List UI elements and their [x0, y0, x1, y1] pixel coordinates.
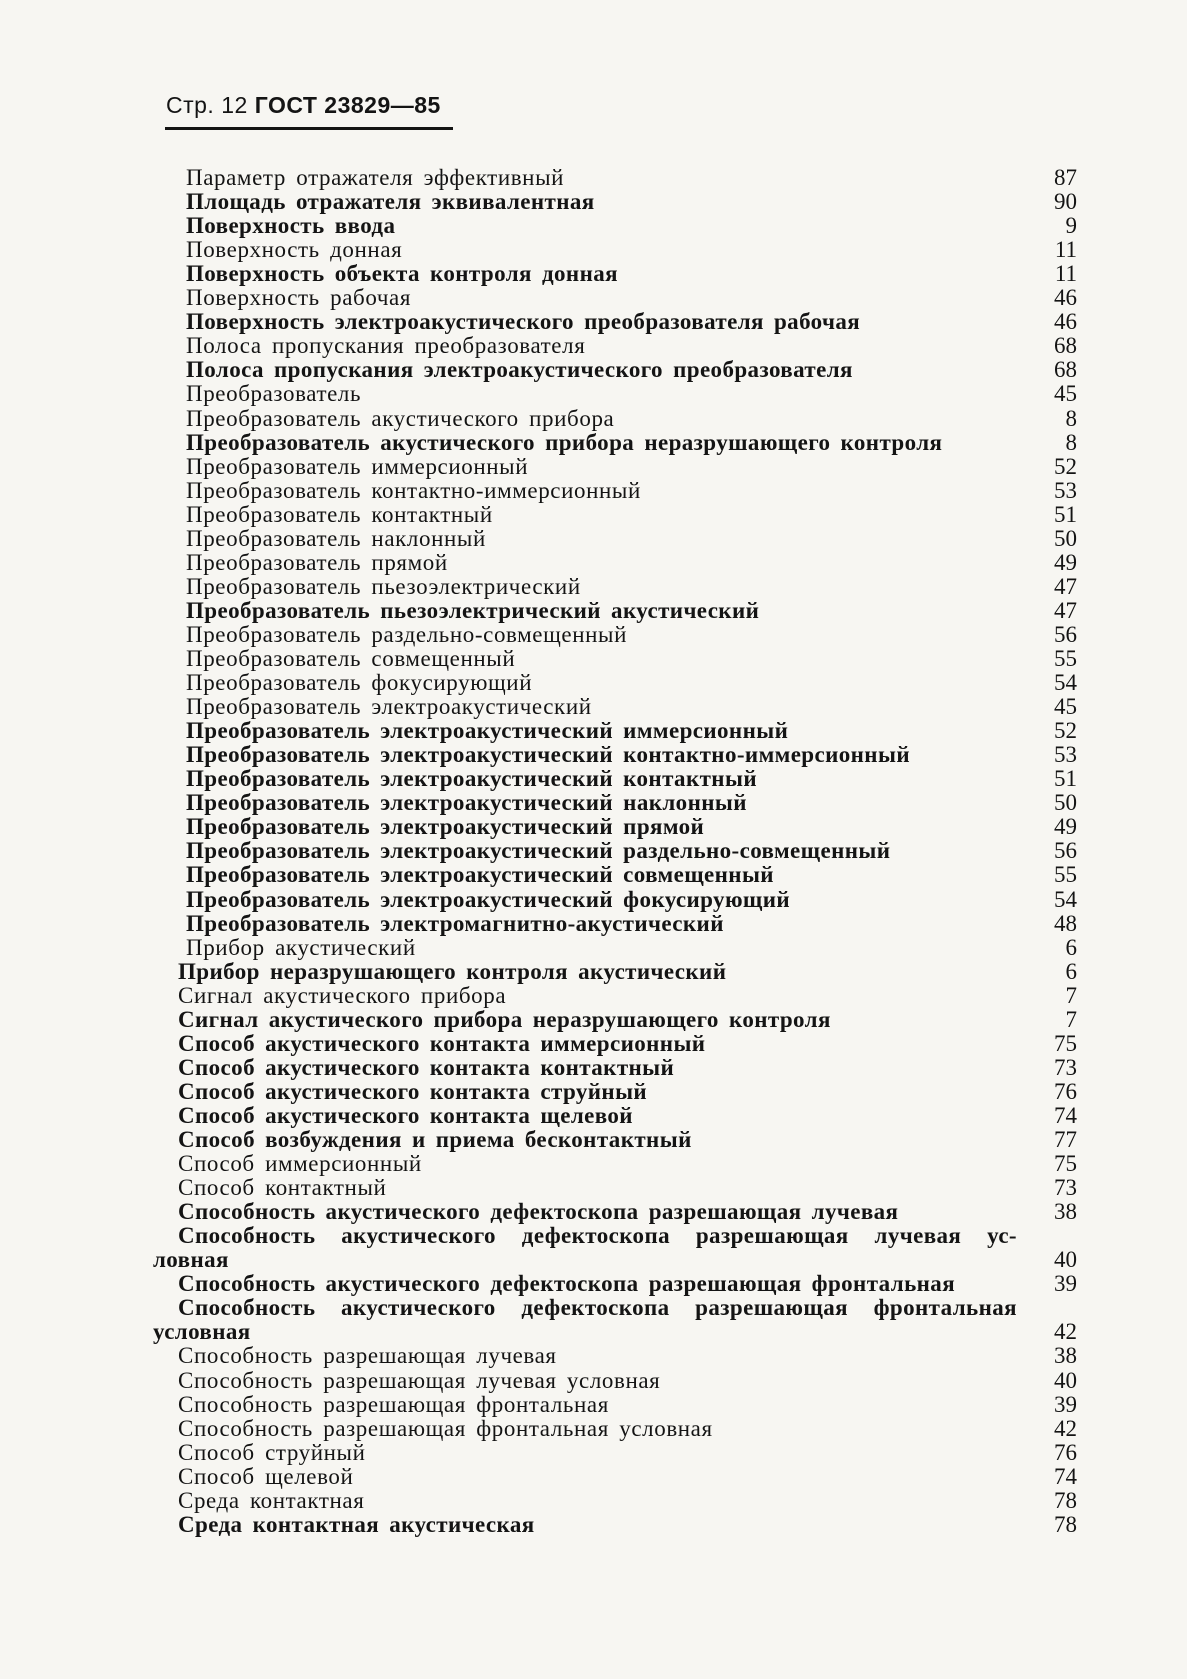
index-term: Преобразователь акустического прибора	[186, 405, 615, 431]
index-page-number: 54	[1054, 670, 1077, 696]
index-term: Преобразователь контактно-иммерсионный	[186, 477, 641, 503]
index-term: Способ акустического контакта иммерсионный	[178, 1030, 706, 1056]
index-term: Преобразователь иммерсионный	[186, 453, 529, 479]
index-term: Преобразователь пьезоэлектрический акустический	[186, 597, 760, 623]
index-term-word: Способность	[178, 1223, 316, 1249]
index-page-number: 74	[1054, 1102, 1077, 1128]
index-page-number: 75	[1054, 1151, 1077, 1177]
index-page-number: 47	[1054, 597, 1077, 623]
index-term: Преобразователь раздельно-совмещенный	[186, 621, 627, 647]
index-page-number: 46	[1054, 285, 1077, 311]
index-page-number: 73	[1054, 1175, 1077, 1201]
index-term: Преобразователь электроакустический фокусирующий	[186, 886, 791, 912]
index-page-number: 53	[1054, 742, 1077, 768]
index-page-number: 42	[1054, 1415, 1077, 1441]
index-term-word: ус-	[987, 1223, 1017, 1249]
index-page-number: 51	[1054, 501, 1077, 527]
index-page-number: 50	[1054, 525, 1077, 551]
index-term-word: фронтальная	[873, 1295, 1017, 1321]
index-page-number: 55	[1054, 646, 1077, 671]
index-page-number: 90	[1054, 189, 1077, 215]
index-term: Способ иммерсионный	[178, 1151, 422, 1177]
index-term: Прибор неразрушающего контроля акустический	[178, 958, 727, 984]
index-page-number: 56	[1054, 621, 1077, 647]
index-term: Преобразователь электроакустический контактно-иммерсионный	[186, 742, 910, 768]
index-term: Способ акустического контакта щелевой	[178, 1102, 633, 1128]
index-page-number: 55	[1054, 862, 1077, 888]
index-term: Преобразователь фокусирующий	[186, 670, 533, 696]
index-page-number: 8	[1065, 405, 1077, 431]
index-term-word: дефектоскопа	[521, 1295, 670, 1321]
index-term: Параметр отражателя эффективный	[186, 165, 565, 190]
index-term: Преобразователь электроакустический раздельно-совмещенный	[186, 838, 891, 864]
index-term: Среда контактная	[178, 1487, 365, 1513]
index-page-number: 52	[1054, 718, 1077, 744]
index-page-number: 76	[1054, 1439, 1077, 1465]
index-page-number: 46	[1054, 309, 1077, 335]
index-term: Преобразователь электроакустический совмещенный	[186, 862, 774, 888]
index-term: Преобразователь электромагнитно-акустический	[186, 910, 724, 936]
index-term: Среда контактная акустическая	[178, 1511, 535, 1537]
index-page-number: 73	[1054, 1054, 1077, 1080]
index-term-word: разрешающая	[695, 1295, 848, 1321]
index-page-number: 54	[1054, 886, 1077, 912]
index-page-number: 40	[1054, 1247, 1077, 1273]
index-page-number: 74	[1054, 1463, 1077, 1489]
index-term: Поверхность объекта контроля донная	[186, 261, 618, 287]
index-term: Способ струйный	[178, 1439, 366, 1465]
index-term: Преобразователь контактный	[186, 501, 493, 527]
index-term: Преобразователь совмещенный	[186, 646, 516, 671]
index-term: Способность разрешающая фронтальная	[178, 1391, 609, 1417]
index-term: Преобразователь электроакустический наклонный	[186, 790, 747, 816]
index-page-number: 77	[1054, 1127, 1077, 1152]
index-page-number: 78	[1054, 1487, 1077, 1513]
index-term: Преобразователь акустического прибора неразрушающего контроля	[186, 429, 943, 455]
index-term-word: акустического	[341, 1295, 496, 1321]
index-term: Преобразователь прямой	[186, 549, 448, 575]
index-term: Поверхность электроакустического преобразователя рабочая	[186, 309, 861, 335]
index-page-number: 38	[1054, 1199, 1077, 1225]
standard-code: ГОСТ 23829—85	[254, 92, 441, 118]
index-term: Способность разрешающая фронтальная условная	[178, 1415, 713, 1441]
index-term: Способ контактный	[178, 1175, 387, 1201]
index-term: Преобразователь электроакустический прямой	[186, 814, 705, 840]
index-page-number: 50	[1054, 790, 1077, 816]
index-page-number: 68	[1054, 357, 1077, 383]
index-page-number: 40	[1054, 1367, 1077, 1393]
index-term: Полоса пропускания электроакустического преобразователя	[186, 357, 853, 383]
index-term: Способ акустического контакта струйный	[178, 1078, 648, 1104]
index-term: Способность разрешающая лучевая	[178, 1343, 557, 1369]
index-term: Прибор акустический	[186, 934, 416, 960]
index-page-number: 78	[1054, 1511, 1077, 1537]
index-term: Способ возбуждения и приема бесконтактный	[178, 1127, 692, 1152]
index-page-number: 53	[1054, 477, 1077, 503]
index-page-number: 68	[1054, 333, 1077, 359]
index-page-number: 51	[1054, 766, 1077, 792]
index-term: Полоса пропускания преобразователя	[186, 333, 586, 359]
index-term: Преобразователь	[186, 381, 362, 407]
index-page-number: 11	[1054, 237, 1077, 263]
index-page-number: 49	[1054, 814, 1077, 840]
index-term: Способ щелевой	[178, 1463, 354, 1489]
index-page-number: 6	[1065, 958, 1077, 984]
index-page-number: 42	[1054, 1319, 1077, 1345]
index-term: Способность акустического дефектоскопа разрешающая лучевая	[178, 1199, 899, 1225]
index-page-number: 7	[1065, 1006, 1077, 1032]
index-page-number: 87	[1054, 165, 1077, 190]
index-term-line1	[178, 1224, 1017, 1248]
index-page-number: 7	[1065, 982, 1077, 1008]
index-term: Способность акустического дефектоскопа разрешающая фронтальная	[178, 1271, 956, 1297]
index-term: Преобразователь электроакустический иммерсионный	[186, 718, 789, 744]
index-term: Поверхность рабочая	[186, 285, 411, 311]
index-page-number: 9	[1065, 213, 1077, 239]
index-page-number: 76	[1054, 1078, 1077, 1104]
index-term: Поверхность донная	[186, 237, 403, 263]
index-page-number: 49	[1054, 549, 1077, 575]
index-term: Преобразователь электроакустический контактный	[186, 766, 757, 792]
index-page-number: 45	[1054, 381, 1077, 407]
index-term-word: дефектоскопа	[521, 1223, 670, 1249]
index-term: Преобразователь наклонный	[186, 525, 486, 551]
index-term-word: акустического	[341, 1223, 496, 1249]
index-term-word: лучевая	[874, 1223, 962, 1249]
index-term-word: Способность	[178, 1295, 316, 1321]
index-term: Площадь отражателя эквивалентная	[186, 189, 595, 215]
index-term-line2: ловная	[153, 1247, 229, 1273]
index-term: Способ акустического контакта контактный	[178, 1054, 675, 1080]
index-term-word: разрешающая	[695, 1223, 849, 1249]
index-page-number: 11	[1054, 261, 1077, 287]
index-page-number: 48	[1054, 910, 1077, 936]
index-page-number: 38	[1054, 1343, 1077, 1369]
index-term-line1	[178, 1296, 1017, 1320]
index-page-number: 39	[1054, 1391, 1077, 1417]
index-page-number: 52	[1054, 453, 1077, 479]
index-term: Поверхность ввода	[186, 213, 396, 239]
index-page-number: 56	[1054, 838, 1077, 864]
index-term: Преобразователь пьезоэлектрический	[186, 573, 581, 599]
index-page-number: 45	[1054, 694, 1077, 720]
index-page-number: 75	[1054, 1030, 1077, 1056]
index-term: Сигнал акустического прибора неразрушающего контроля	[178, 1006, 831, 1032]
index-page-number: 8	[1065, 429, 1077, 455]
index-term: Сигнал акустического прибора	[178, 982, 507, 1008]
index-term: Преобразователь электроакустический	[186, 694, 592, 720]
page-number: Стр. 12	[166, 92, 248, 118]
index-term-line2: условная	[153, 1319, 251, 1345]
index-term: Способность разрешающая лучевая условная	[178, 1367, 661, 1393]
index-page-number: 6	[1065, 934, 1077, 960]
index-page-number: 39	[1054, 1271, 1077, 1297]
index-page-number: 47	[1054, 573, 1077, 599]
